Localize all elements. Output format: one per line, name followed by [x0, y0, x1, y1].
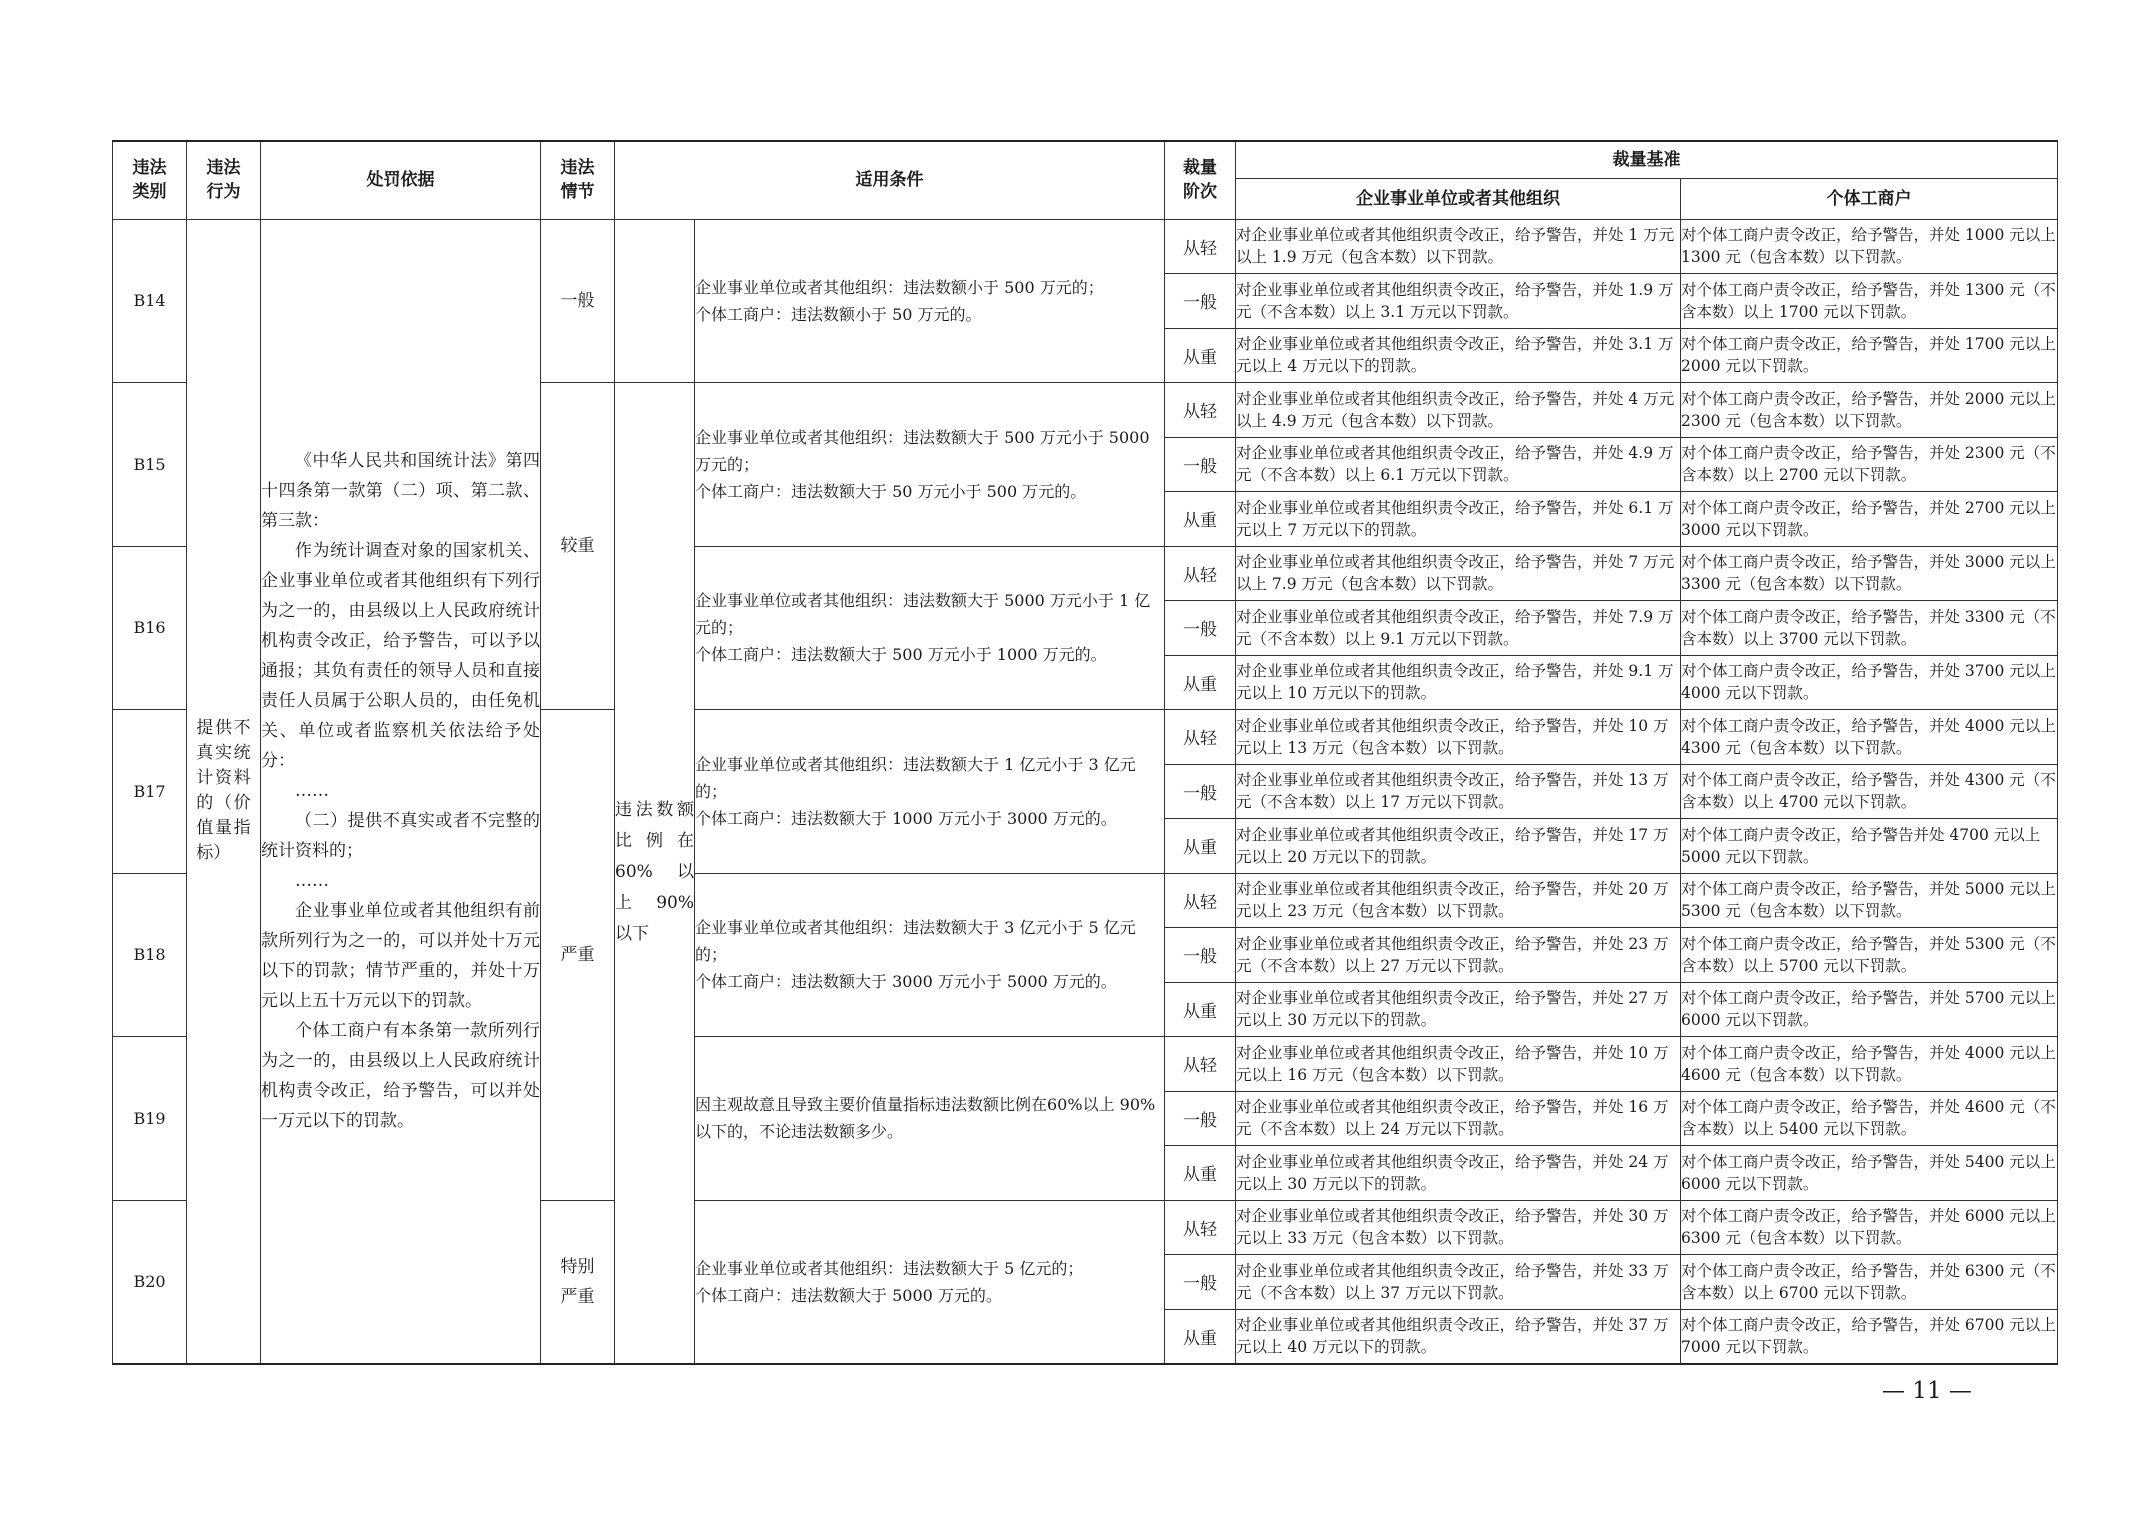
enterprise-penalty: 对企业事业单位或者其他组织责令改正，给予警告，并处 17 万元以上 20 万元以下的罚款。 [1236, 819, 1681, 874]
condition-line: 个体工商户：违法数额大于 50 万元小于 500 万元的。 [695, 481, 1087, 501]
enterprise-penalty: 对企业事业单位或者其他组织责令改正，给予警告，并处 3.1 万元以上 4 万元以下的罚款。 [1236, 328, 1681, 383]
condition-line: 企业事业单位或者其他组织：违法数额小于 500 万元的； [695, 277, 1104, 297]
discretion-level: 从轻 [1165, 873, 1236, 928]
enterprise-penalty: 对企业事业单位或者其他组织责令改正，给予警告，并处 4.9 万元（不含本数）以上 6.1 万元以下罚款。 [1236, 437, 1681, 492]
condition-line: 企业事业单位或者其他组织：违法数额大于 5 亿元的； [695, 1258, 1084, 1278]
enterprise-penalty: 对企业事业单位或者其他组织责令改正，给予警告，并处 1 万元以上 1.9 万元（包含本数）以下罚款。 [1236, 219, 1681, 274]
category-code: B19 [113, 1037, 187, 1201]
enterprise-penalty: 对企业事业单位或者其他组织责令改正，给予警告，并处 24 万元以上 30 万元以下的罚款。 [1236, 1146, 1681, 1201]
violation-ratio: 违法数额比例在 60% 以 上 90% 以下 [615, 383, 695, 1364]
violation-circumstance-text: 较重 [560, 536, 595, 556]
header-level [1165, 141, 1236, 219]
condition-line: 个体工商户：违法数额大于 3000 万元小于 5000 万元的。 [695, 972, 1117, 992]
discretion-level: 从重 [1165, 819, 1236, 874]
discretion-level: 从轻 [1165, 1200, 1236, 1255]
individual-penalty: 对个体工商户责令改正，给予警告，并处 2700 元以上 3000 元以下罚款。 [1681, 492, 2058, 547]
header-behavior-text: 违法行为 [206, 158, 241, 203]
violation-circumstance-text: 严重 [560, 944, 595, 965]
condition-line: 个体工商户：违法数额大于 500 万元小于 1000 万元的。 [695, 645, 1107, 665]
basis-paragraph: 个体工商户有本条第一款所列行为之一的，由县级以上人民政府统计机构责令改正，给予警告，可以并处一万元以下的罚款。 [261, 1021, 540, 1131]
violation-circumstance [541, 1200, 615, 1364]
enterprise-penalty: 对企业事业单位或者其他组织责令改正，给予警告，并处 16 万元（不含本数）以上 24 万元以下罚款。 [1236, 1091, 1681, 1146]
individual-penalty: 对个体工商户责令改正，给予警告，并处 6300 元（不含本数）以上 6700 元以下罚款。 [1681, 1255, 2058, 1310]
violation-circumstance-text: 特别严重 [560, 1256, 595, 1307]
individual-penalty: 对个体工商户责令改正，给予警告，并处 4000 元以上 4300 元（包含本数）以下罚款。 [1681, 710, 2058, 765]
basis-paragraph: 企业事业单位或者其他组织有前款所列行为之一的，可以并处十万元以下的罚款；情节严重的，并处十万元以上五十万元以下的罚款。 [261, 901, 540, 1011]
applicable-condition [695, 710, 1165, 874]
enterprise-penalty: 对企业事业单位或者其他组织责令改正，给予警告，并处 7 万元以上 7.9 万元（包含本数）以下罚款。 [1236, 546, 1681, 601]
header-standard: 裁量基准 [1236, 141, 2058, 178]
violation-circumstance [541, 710, 615, 1201]
condition-line: 企业事业单位或者其他组织：违法数额大于 5000 万元小于 1 亿元的； [695, 591, 1151, 638]
individual-penalty: 对个体工商户责令改正，给予警告，并处 5000 元以上 5300 元（包含本数）以下罚款。 [1681, 873, 2058, 928]
discretion-level: 从重 [1165, 655, 1236, 710]
table-row [113, 219, 2058, 274]
basis-ellipsis: …… [295, 871, 329, 891]
penalty-basis [261, 219, 541, 1364]
discretion-level: 从轻 [1165, 1037, 1236, 1092]
discretion-level: 一般 [1165, 437, 1236, 492]
enterprise-penalty: 对企业事业单位或者其他组织责令改正，给予警告，并处 7.9 万元（不含本数）以上 9.1 万元以下罚款。 [1236, 601, 1681, 656]
discretion-level: 从轻 [1165, 710, 1236, 765]
individual-penalty: 对个体工商户责令改正，给予警告，并处 3000 元以上 3300 元（包含本数）以下罚款。 [1681, 546, 2058, 601]
applicable-condition [695, 546, 1165, 710]
enterprise-penalty: 对企业事业单位或者其他组织责令改正，给予警告，并处 4 万元以上 4.9 万元（包含本数）以下罚款。 [1236, 383, 1681, 438]
individual-penalty: 对个体工商户责令改正，给予警告，并处 2000 元以上 2300 元（包含本数）以下罚款。 [1681, 383, 2058, 438]
header-circumstance [541, 141, 615, 219]
penalty-discretion-table [112, 140, 2058, 1365]
enterprise-penalty: 对企业事业单位或者其他组织责令改正，给予警告，并处 33 万元（不含本数）以上 37 万元以下罚款。 [1236, 1255, 1681, 1310]
enterprise-penalty: 对企业事业单位或者其他组织责令改正，给予警告，并处 30 万元以上 33 万元（包含本数）以下罚款。 [1236, 1200, 1681, 1255]
header-basis: 处罚依据 [261, 141, 541, 219]
violation-circumstance [541, 219, 615, 383]
discretion-level: 从重 [1165, 982, 1236, 1037]
individual-penalty: 对个体工商户责令改正，给予警告，并处 6000 元以上 6300 元（包含本数）以下罚款。 [1681, 1200, 2058, 1255]
individual-penalty: 对个体工商户责令改正，给予警告，并处 1000 元以上 1300 元（包含本数）以下罚款。 [1681, 219, 2058, 274]
individual-penalty: 对个体工商户责令改正，给予警告，并处 5300 元（不含本数）以上 5700 元以下罚款。 [1681, 928, 2058, 983]
individual-penalty: 对个体工商户责令改正，给予警告，并处 1300 元（不含本数）以上 1700 元以下罚款。 [1681, 274, 2058, 329]
individual-penalty: 对个体工商户责令改正，给予警告，并处 6700 元以上 7000 元以下罚款。 [1681, 1309, 2058, 1364]
basis-paragraph: （二）提供不真实或者不完整的统计资料的； [261, 811, 540, 861]
condition-line: 企业事业单位或者其他组织：违法数额大于 500 万元小于 5000 万元的； [695, 427, 1150, 474]
category-code: B17 [113, 710, 187, 874]
individual-penalty: 对个体工商户责令改正，给予警告，并处 3700 元以上 4000 元以下罚款。 [1681, 655, 2058, 710]
enterprise-penalty: 对企业事业单位或者其他组织责令改正，给予警告，并处 23 万元（不含本数）以上 27 万元以下罚款。 [1236, 928, 1681, 983]
enterprise-penalty: 对企业事业单位或者其他组织责令改正，给予警告，并处 6.1 万元以上 7 万元以下的罚款。 [1236, 492, 1681, 547]
basis-ellipsis: …… [295, 781, 329, 801]
violation-circumstance [541, 383, 615, 710]
category-code: B14 [113, 219, 187, 383]
individual-penalty: 对个体工商户责令改正，给予警告，并处 2300 元（不含本数）以上 2700 元以下罚款。 [1681, 437, 2058, 492]
discretion-level: 从重 [1165, 492, 1236, 547]
basis-paragraph: 作为统计调查对象的国家机关、企业事业单位或者其他组织有下列行为之一的，由县级以上人民政府统计机构责令改正，给予警告，可以予以通报；其负有责任的领导人员和直接责任人员属于公职人员的，由任免机关、单位或者监察机关依法给予处分： [261, 541, 540, 771]
category-code: B15 [113, 383, 187, 547]
applicable-condition [695, 873, 1165, 1037]
discretion-level: 一般 [1165, 764, 1236, 819]
enterprise-penalty: 对企业事业单位或者其他组织责令改正，给予警告，并处 10 万元以上 13 万元（包含本数）以下罚款。 [1236, 710, 1681, 765]
individual-penalty: 对个体工商户责令改正，给予警告，并处 4300 元（不含本数）以上 4700 元以下罚款。 [1681, 764, 2058, 819]
individual-penalty: 对个体工商户责令改正，给予警告，并处 4000 元以上 4600 元（包含本数）以下罚款。 [1681, 1037, 2058, 1092]
applicable-condition [695, 1037, 1165, 1201]
enterprise-penalty: 对企业事业单位或者其他组织责令改正，给予警告，并处 9.1 万元以上 10 万元以下的罚款。 [1236, 655, 1681, 710]
header-level-text: 裁量阶次 [1182, 158, 1217, 203]
applicable-condition [695, 219, 1165, 383]
header-enterprise: 企业事业单位或者其他组织 [1236, 178, 1681, 219]
violation-circumstance-text: 一般 [560, 290, 595, 311]
violation-behavior [187, 219, 261, 1364]
header-circumstance-text: 违法情节 [560, 158, 595, 203]
header-condition: 适用条件 [615, 141, 1165, 219]
applicable-condition [695, 383, 1165, 547]
enterprise-penalty: 对企业事业单位或者其他组织责令改正，给予警告，并处 13 万元（不含本数）以上 17 万元以下罚款。 [1236, 764, 1681, 819]
enterprise-penalty: 对企业事业单位或者其他组织责令改正，给予警告，并处 10 万元以上 16 万元（包含本数）以下罚款。 [1236, 1037, 1681, 1092]
discretion-level: 从轻 [1165, 219, 1236, 274]
condition-line: 个体工商户：违法数额大于 5000 万元的。 [695, 1285, 1002, 1305]
category-code: B16 [113, 546, 187, 710]
discretion-level: 从重 [1165, 1146, 1236, 1201]
discretion-level: 一般 [1165, 928, 1236, 983]
discretion-level: 从重 [1165, 328, 1236, 383]
discretion-level: 从重 [1165, 1309, 1236, 1364]
individual-penalty: 对个体工商户责令改正，给予警告，并处 4600 元（不含本数）以上 5400 元以下罚款。 [1681, 1091, 2058, 1146]
header-behavior [187, 141, 261, 219]
header-category-text: 违法类别 [132, 158, 167, 203]
page-number: — 11 — [1882, 1378, 1972, 1404]
individual-penalty: 对个体工商户责令改正，给予警告，并处 5400 元以上 6000 元以下罚款。 [1681, 1146, 2058, 1201]
condition-line: 企业事业单位或者其他组织：违法数额大于 3 亿元小于 5 亿元的； [695, 918, 1136, 965]
category-code: B20 [113, 1200, 187, 1364]
applicable-condition [695, 1200, 1165, 1364]
discretion-level: 一般 [1165, 1255, 1236, 1310]
individual-penalty: 对个体工商户责令改正，给予警告，并处 5700 元以上 6000 元以下罚款。 [1681, 982, 2058, 1037]
ratio-blank [615, 219, 695, 383]
header-category [113, 141, 187, 219]
condition-line: 因主观故意且导致主要价值量指标违法数额比例在60%以上 90%以下的，不论违法数额多少。 [695, 1095, 1156, 1142]
individual-penalty: 对个体工商户责令改正，给予警告，并处 1700 元以上 2000 元以下罚款。 [1681, 328, 2058, 383]
category-code: B18 [113, 873, 187, 1037]
header-individual: 个体工商户 [1681, 178, 2058, 219]
discretion-level: 一般 [1165, 601, 1236, 656]
condition-line: 企业事业单位或者其他组织：违法数额大于 1 亿元小于 3 亿元的； [695, 754, 1136, 801]
discretion-level: 从轻 [1165, 546, 1236, 601]
individual-penalty: 对个体工商户责令改正，给予警告，并处 3300 元（不含本数）以上 3700 元以下罚款。 [1681, 601, 2058, 656]
enterprise-penalty: 对企业事业单位或者其他组织责令改正，给予警告，并处 37 万元以上 40 万元以下的罚款。 [1236, 1309, 1681, 1364]
discretion-level: 一般 [1165, 274, 1236, 329]
condition-line: 个体工商户：违法数额小于 50 万元的。 [695, 304, 982, 324]
basis-title: 《中华人民共和国统计法》第四十四条第一款第（二）项、第二款、第三款： [261, 451, 540, 531]
violation-behavior-text: 提供不真实统计资料的（价值量指标） [196, 718, 251, 863]
enterprise-penalty: 对企业事业单位或者其他组织责令改正，给予警告，并处 1.9 万元（不含本数）以上 3.1 万元以下罚款。 [1236, 274, 1681, 329]
header-row-1 [113, 141, 2058, 178]
enterprise-penalty: 对企业事业单位或者其他组织责令改正，给予警告，并处 27 万元以上 30 万元以下的罚款。 [1236, 982, 1681, 1037]
individual-penalty: 对个体工商户责令改正，给予警告并处 4700 元以上 5000 元以下罚款。 [1681, 819, 2058, 874]
discretion-level: 从轻 [1165, 383, 1236, 438]
discretion-level: 一般 [1165, 1091, 1236, 1146]
enterprise-penalty: 对企业事业单位或者其他组织责令改正，给予警告，并处 20 万元以上 23 万元（包含本数）以下罚款。 [1236, 873, 1681, 928]
condition-line: 个体工商户：违法数额大于 1000 万元小于 3000 万元的。 [695, 808, 1117, 828]
